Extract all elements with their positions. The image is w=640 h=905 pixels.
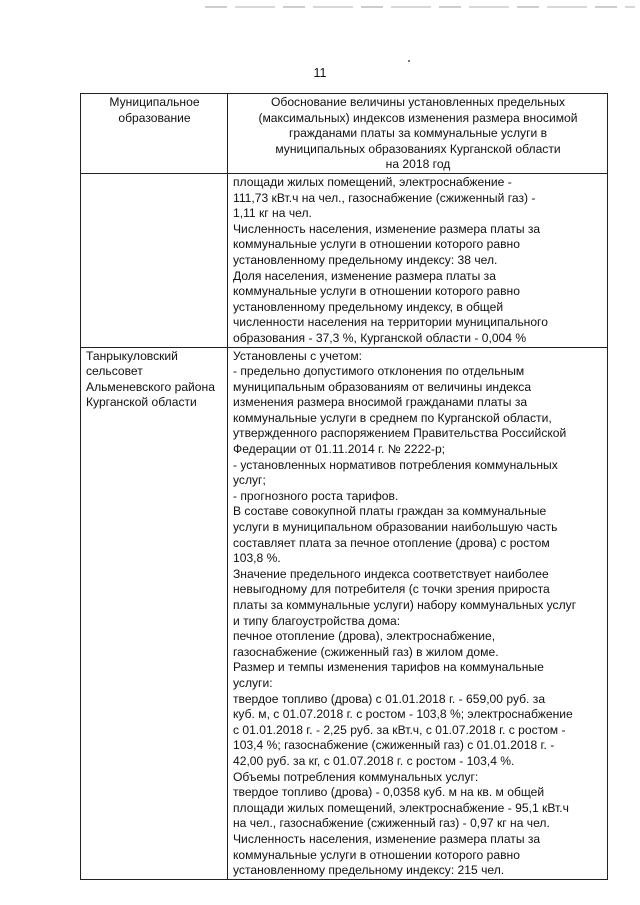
justification-line: Численность населения, изменение размера платы за: [233, 831, 541, 846]
justification-line: коммунальные услуги в отношении которого равно: [233, 284, 520, 299]
justification-line: Численность населения, изменение размера платы за: [233, 221, 541, 236]
header-line: образование: [118, 110, 191, 125]
justification-line: Доля населения, изменение размера платы за: [233, 268, 496, 283]
justification-line: коммунальные услуги в отношении которого равно: [233, 237, 520, 252]
header-line: муниципальных образованиях Курганской области: [275, 141, 561, 156]
municipality-line: Альменевского района: [86, 379, 215, 394]
justification-line: 103,4 %; газоснабжение (сжиженный газ) с 01.01.2018 г. -: [233, 738, 555, 753]
header-justification: [228, 94, 608, 174]
justification-line: на чел., газоснабжение (сжиженный газ) - 0,97 кг на чел.: [233, 816, 550, 831]
justification-table: [80, 93, 608, 880]
justification-line: Объемы потребления коммунальных услуг:: [233, 769, 479, 784]
justification-line: составляет плата за печное отопление (дрова) с ростом: [233, 535, 550, 550]
justification-line: с 01.01.2018 г. - 2,25 руб. за кВт.ч, с 01.07.2018 г. с ростом -: [233, 722, 566, 737]
justification-line: Значение предельного индекса соответствует наиболее: [233, 566, 549, 581]
justification-line: установленному предельному индексу, в общей: [233, 299, 504, 314]
justification-line: твердое топливо (дрова) - 0,0358 куб. м на кв. м общей: [233, 785, 545, 800]
municipality-line: Танрыкуловский: [86, 348, 178, 363]
justification-line: и типу благоустройства дома:: [233, 613, 401, 628]
justification-line: 1,11 кг на чел.: [233, 206, 312, 221]
justification-line: невыгодному для потребителя (с точки зрения прироста: [233, 582, 550, 597]
justification-line: Размер и темпы изменения тарифов на коммунальные: [233, 660, 544, 675]
justification-line: куб. м, с 01.07.2018 г. с ростом - 103,8 %; электроснабжение: [233, 707, 573, 722]
scan-artifact-dot: [408, 60, 410, 62]
justification-line: Федерации от 01.11.2014 г. № 2222-р;: [233, 442, 446, 457]
municipality-line: сельсовет: [86, 364, 143, 379]
justification-line: площади жилых помещений, электроснабжение -: [233, 174, 512, 189]
justification-cell: [228, 347, 608, 879]
justification-line: услуги:: [233, 675, 273, 690]
justification-line: изменения размера вносимой гражданами платы за: [233, 395, 528, 410]
justification-line: 111,73 кВт.ч на чел., газоснабжение (сжиженный газ) -: [233, 190, 536, 205]
header-line: Муниципальное: [109, 95, 200, 109]
justification-line: численности населения на территории муниципального: [233, 315, 548, 330]
justification-line: платы за коммунальные услуги) набору коммунальных услуг: [233, 598, 577, 612]
justification-line: - установленных нормативов потребления коммунальных: [233, 457, 558, 472]
header-municipality: [81, 94, 228, 174]
justification-line: В составе совокупной платы граждан за коммунальные: [233, 504, 547, 519]
justification-line: услуг;: [233, 473, 266, 488]
justification-line: муниципальным образованиям от величины индекса: [233, 379, 532, 394]
page-number: 11: [313, 66, 327, 80]
justification-line: установленному предельному индексу: 38 чел.: [233, 252, 498, 267]
justification-line: - прогнозного роста тарифов.: [233, 488, 399, 503]
justification-line: Установлены с учетом:: [233, 348, 362, 363]
header-line: Обоснование величины установленных предельных: [270, 95, 566, 109]
justification-line: услуги в муниципальном образовании наибольшую часть: [233, 520, 558, 535]
justification-line: коммунальные услуги в отношении которого равно: [233, 847, 520, 862]
justification-line: установленному предельному индексу: 215 чел.: [233, 863, 505, 878]
header-line: на 2018 год: [385, 157, 451, 172]
justification-line: площади жилых помещений, электроснабжение - 95,1 кВт.ч: [233, 800, 569, 815]
justification-line: коммунальные услуги в среднем по Курганской области,: [233, 410, 552, 425]
justification-line: утвержденного распоряжением Правительства Российской: [233, 426, 567, 441]
municipality-line: Курганской области: [86, 395, 197, 410]
scan-artifact-top: [205, 6, 635, 8]
justification-line: печное отопление (дрова), электроснабжение,: [233, 629, 496, 644]
justification-line: - предельно допустимого отклонения по отдельным: [233, 364, 525, 379]
header-line: (максимальных) индексов изменения размера вносимой: [258, 110, 578, 125]
table-row: [81, 173, 608, 347]
justification-cell: [228, 173, 608, 347]
justification-line: 42,00 руб. за кг, с 01.07.2018 г. с ростом - 103,4 %.: [233, 753, 515, 768]
justification-line: твердое топливо (дрова) с 01.01.2018 г. - 659,00 руб. за: [233, 691, 546, 706]
table-header-row: [81, 94, 608, 174]
justification-line: образования - 37,3 %, Курганской области - 0,004 %: [233, 330, 527, 345]
justification-line: газоснабжение (сжиженный газ) в жилом доме.: [233, 644, 499, 659]
table-row: [81, 347, 608, 879]
justification-line: 103,8 %.: [233, 551, 281, 566]
municipality-cell: [81, 347, 228, 879]
header-line: гражданами платы за коммунальные услуги в: [288, 126, 548, 141]
municipality-cell: [81, 173, 228, 347]
